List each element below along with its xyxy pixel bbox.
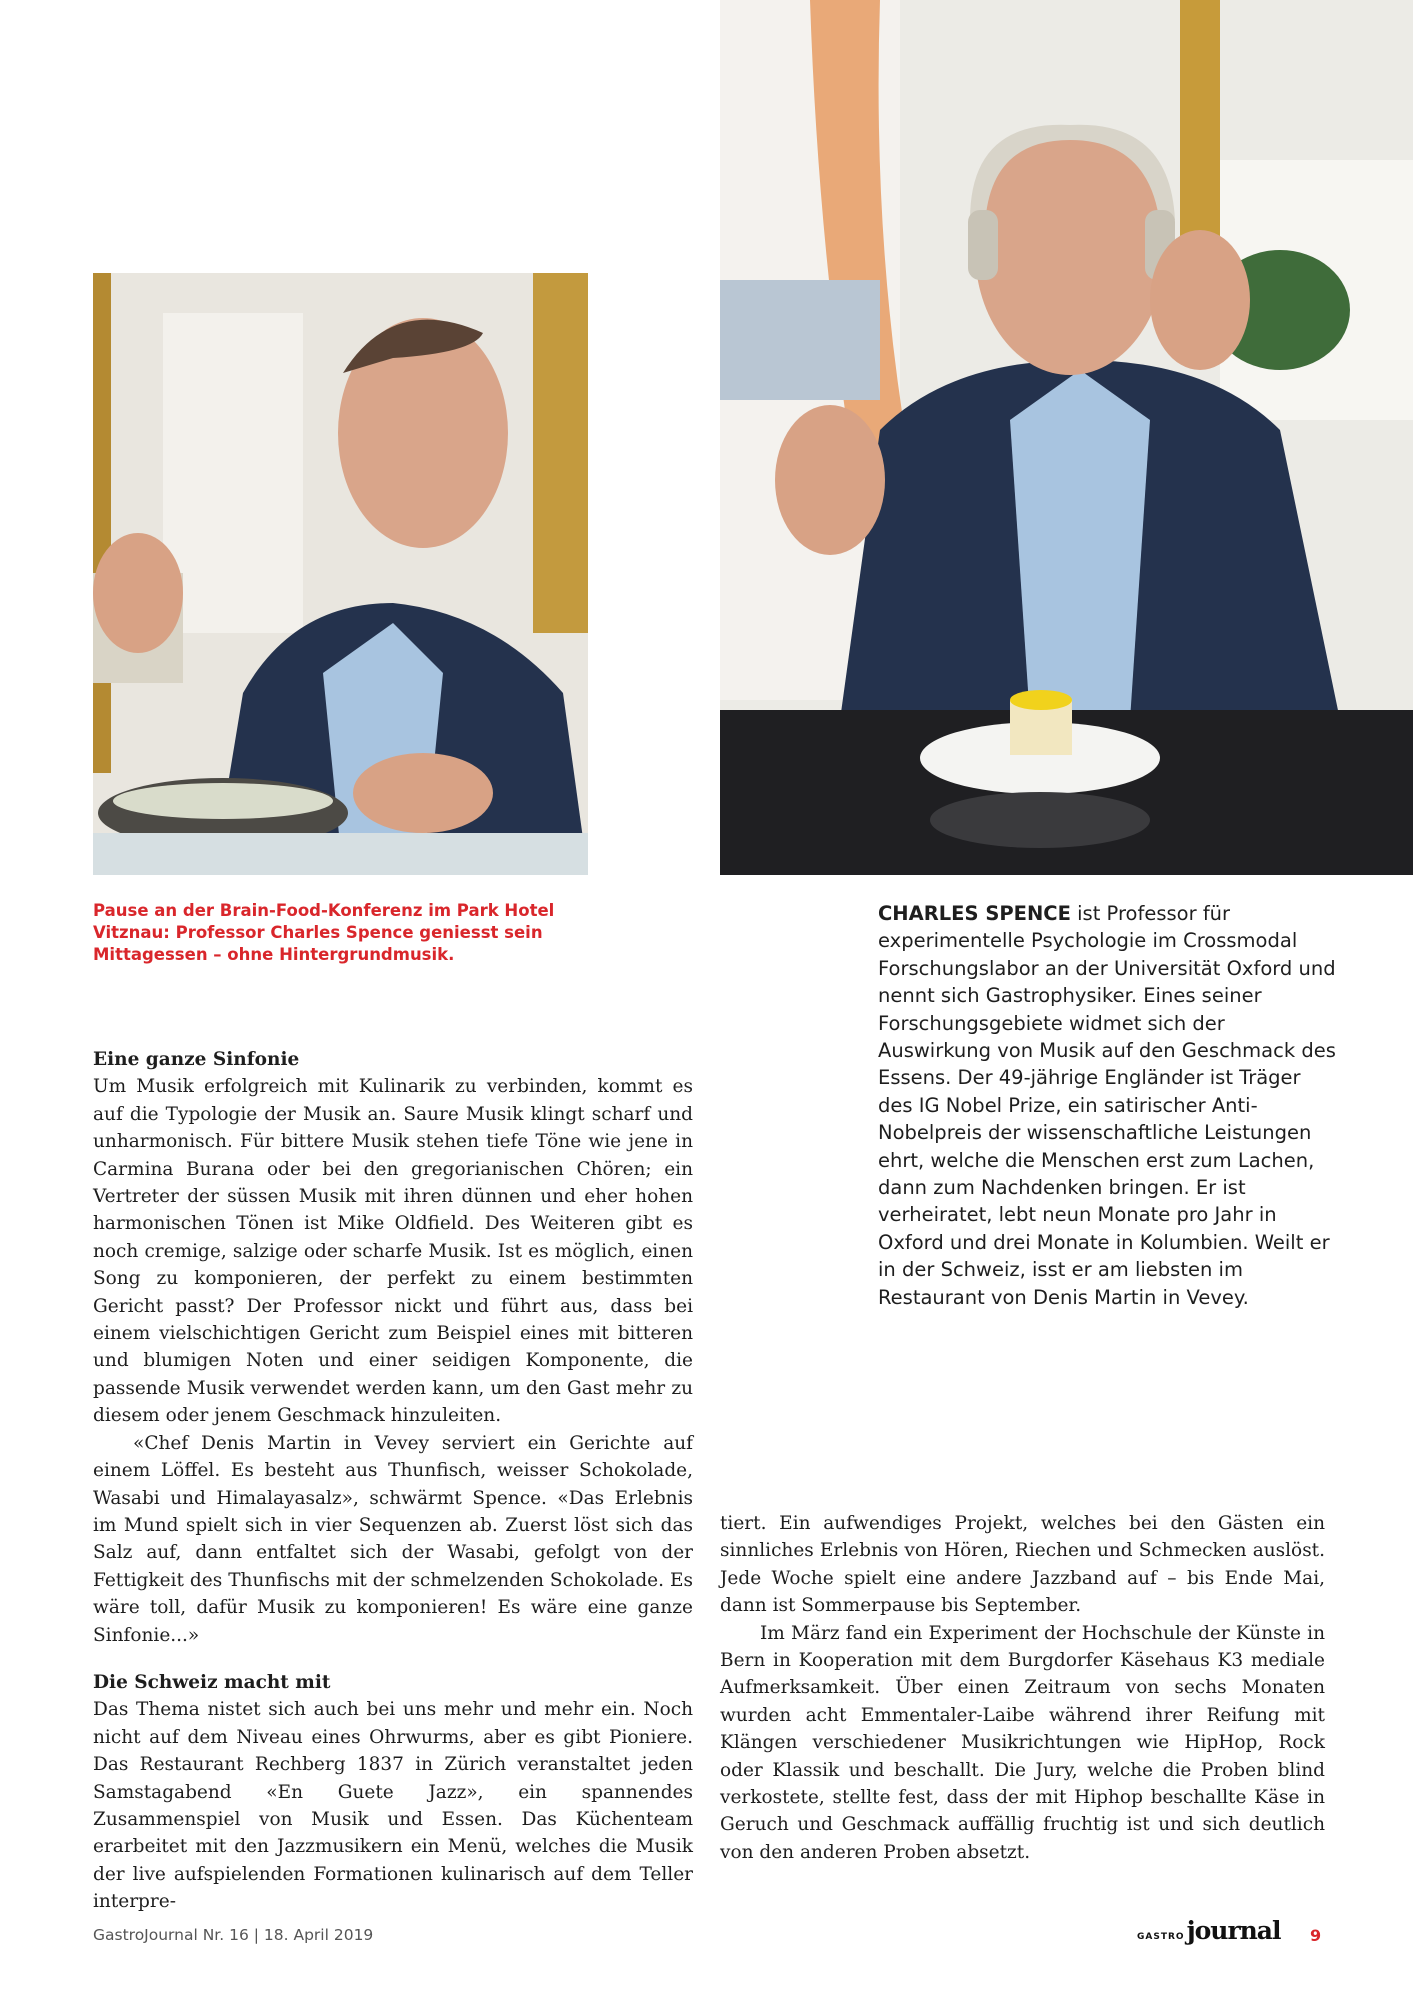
section-heading-sinfonie: Eine ganze Sinfonie — [93, 1049, 300, 1070]
article-column-left — [93, 1046, 693, 1916]
article-column-right — [720, 1510, 1325, 1866]
logo-small-text: GASTRO — [1137, 1932, 1185, 1942]
paragraph: tiert. Ein aufwendiges Projekt, welches bei den Gästen ein sinnliches Erlebnis von Hören, Riechen und Schmecken auslöst. Jede Woche spielt eine andere Jazzband auf – bis Ende Mai, dann ist Sommerpause bis September. — [720, 1513, 1325, 1617]
photo-professor-eating — [93, 273, 588, 875]
paragraph: Um Musik erfolgreich mit Kulinarik zu verbinden, kommt es auf die Typologie der Musik an. Saure Musik klingt scharf und unharmonisch. Für bittere Musik stehen tiefe Töne wie jene in Carmina Burana oder bei den gregorianischen Chören; ein Vertreter der süssen Musik mit ihren dünnen und eher hohen harmonischen Tönen ist Mike Oldfield. Des Weiteren gibt es noch cremige, salzige oder scharfe Musik. Ist es möglich, einen Song zu komponieren, der perfekt zu einem bestimmten Gericht passt? Der Professor nickt und führt aus, dass bei einem vielschichtigen Gericht zum Beispiel eines mit bitteren und blumigen Noten und einer seidigen Komponente, die passende Musik verwendet werden kann, um den Gast mehr zu diesem oder jenem Geschmack hinzuleiten. — [93, 1076, 693, 1427]
bio-box — [878, 900, 1338, 1311]
paragraph: «Chef Denis Martin in Vevey serviert ein Gerichte auf einem Löffel. Es besteht aus Thunfisch, weisser Schokolade, Wasabi und Himalayasalz», schwärmt Spence. «Das Erlebnis im Mund spielt sich in vier Sequenzen ab. Zuerst löst sich das Salz auf, dann entfaltet sich der Wasabi, gefolgt von der Fettigkeit des Thunfischs mit der schmelzenden Schokolade. Es wäre toll, dafür Musik zu komponieren! Es wäre eine ganze Sinfonie...» — [93, 1432, 693, 1646]
gastrojournal-logo — [1137, 1916, 1281, 1946]
photo-professor-headphones — [720, 0, 1413, 875]
logo-big-text: journal — [1186, 1916, 1281, 1945]
paragraph: Das Thema nistet sich auch bei uns mehr und mehr ein. Noch nicht auf dem Niveau eines Ohrwurms, aber es gibt Pioniere. Das Restaurant Rechberg 1837 in Zürich veranstaltet jeden Samstagabend «En Guete Jazz», ein spannendes Zusammenspiel von Musik und Essen. Das Küchenteam erarbeitet mit den Jazzmusikern ein Menü, welches die Musik der live aufspielenden Formationen kulinarisch auf dem Teller interpre- — [93, 1699, 693, 1913]
page-number: 9 — [1310, 1926, 1322, 1945]
bio-text: ist Professor für experimentelle Psychologie im Crossmodal Forschungslabor an der Universität Oxford und nennt sich Gastrophysiker. Eines seiner Forschungsgebiete widmet sich der Auswirkung von Musik auf den Geschmack des Essens. Der 49-jährige Engländer ist Träger des IG Nobel Prize, ein satirischer Anti-Nobelpreis der wissenschaftliche Leistungen ehrt, welche die Menschen erst zum Lachen, dann zum Nachdenken bringen. Er ist verheiratet, lebt neun Monate pro Jahr in Oxford und drei Monate in Kolumbien. Weilt er in der Schweiz, isst er am liebsten im Restaurant von Denis Martin in Vevey. — [878, 902, 1336, 1309]
footer-issue: GastroJournal Nr. 16 | 18. April 2019 — [93, 1926, 374, 1944]
paragraph: Im März fand ein Experiment der Hochschule der Künste in Bern in Kooperation mit dem Burgdorfer Käsehaus K3 mediale Aufmerksamkeit. Über einen Zeitraum von sechs Monaten wurden acht Emmentaler-Laibe während ihrer Reifung mit Klängen verschiedener Musikrichtungen wie HipHop, Rock oder Klassik und beschallt. Die Jury, welche die Proben blind verkostete, stellte fest, dass der mit Hiphop beschallte Käse in Geruch und Geschmack auffällig fruchtig ist und sich deutlich von den anderen Proben absetzt. — [720, 1622, 1325, 1863]
photo-caption: Pause an der Brain-Food-Konferenz im Park Hotel Vitznau: Professor Charles Spence geniesst sein Mittagessen – ohne Hintergrundmusik. — [93, 901, 555, 964]
bio-name: CHARLES SPENCE — [878, 902, 1071, 925]
section-heading-schweiz: Die Schweiz macht mit — [93, 1671, 331, 1693]
